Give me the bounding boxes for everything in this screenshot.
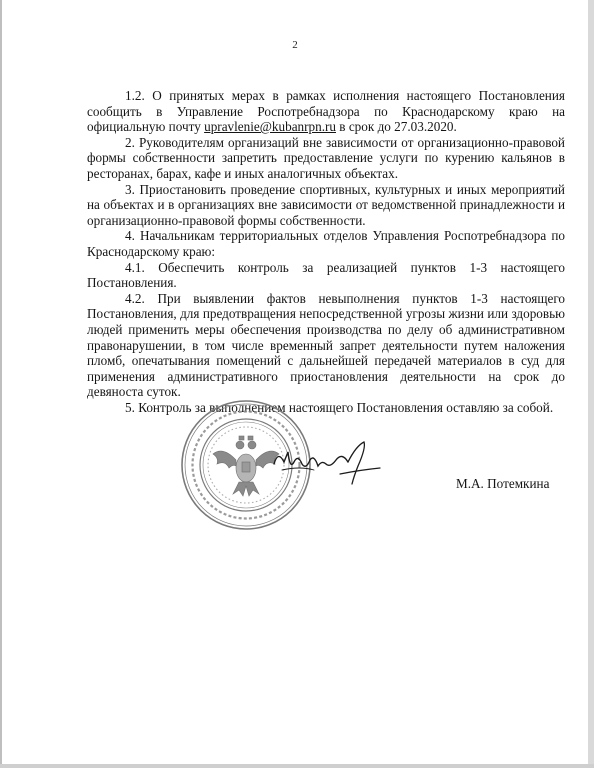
document-page	[2, 0, 588, 764]
paragraph-1-2-deadline: в срок до 27.03.2020.	[336, 119, 457, 135]
handwritten-signature	[270, 440, 382, 488]
viewer-right-edge	[588, 0, 594, 768]
paragraph-3: 3. Приостановить проведение спортивных, культурных и иных мероприятий на объектах и в организациях вне зависимости от ведомственной принадлежности и организационно-правовой формы собственности.	[87, 181, 565, 228]
paragraph-4-2: 4.2. При выявлении фактов невыполнения пунктов 1-3 настоящего Постановления, для предотвращения непосредственной угрозы жизни или здоровью людей применить меры обеспечения производства по делу об административном правонарушении, в том числе временный запрет деятельности путем наложения пломб, опечатывания помещений с дальнейшей передачей материалов в суд для применения административного приостановления деятельности на срок до девяноста суток.	[87, 290, 565, 400]
paragraph-1-2-text: 1.2. О принятых мерах в рамках исполнения настоящего Постановления сообщить в Управление Роспотребнадзора по Краснодарскому краю на официальную почту	[87, 88, 565, 135]
paragraph-1-2	[87, 88, 565, 135]
paragraph-4: 4. Начальникам территориальных отделов Управления Роспотребнадзора по Краснодарскому краю:	[87, 228, 565, 259]
paragraph-5: 5. Контроль за выполнением настоящего Постановления оставляю за собой.	[125, 399, 554, 415]
page-number: 2	[292, 39, 298, 51]
email-link[interactable]: upravlenie@kubanrpn.ru	[204, 119, 336, 135]
viewer-bottom-edge	[0, 764, 594, 768]
signer-name: М.А. Потемкина	[456, 476, 550, 491]
document-body	[87, 88, 565, 415]
paragraph-2: 2. Руководителям организаций вне зависимости от организационно-правовой формы собственности запретить предоставление услуги по курению кальянов в ресторанах, барах, кафе и иных аналогичных объектах.	[87, 134, 565, 181]
paragraph-4-1: 4.1. Обеспечить контроль за реализацией пунктов 1-3 настоящего Постановления.	[87, 259, 565, 291]
